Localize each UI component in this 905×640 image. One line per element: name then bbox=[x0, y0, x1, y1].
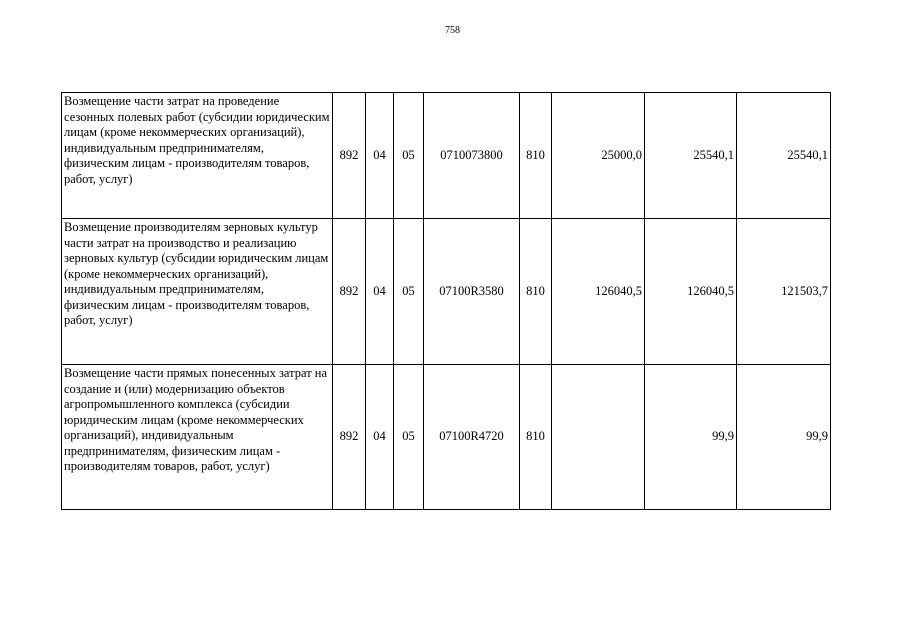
subsection-code: 05 bbox=[394, 219, 424, 365]
amount-cell-1: 25000,0 bbox=[552, 93, 645, 219]
target-article-code: 07100R3580 bbox=[424, 219, 520, 365]
page-number: 758 bbox=[445, 25, 460, 36]
amount-cell-2: 99,9 bbox=[645, 365, 737, 510]
budget-table bbox=[61, 92, 831, 510]
amount-cell-1: 126040,5 bbox=[552, 219, 645, 365]
amount-cell-1 bbox=[552, 365, 645, 510]
table-row bbox=[62, 93, 831, 219]
table-row bbox=[62, 219, 831, 365]
target-article-code: 07100R4720 bbox=[424, 365, 520, 510]
expense-description: Возмещение части прямых понесенных затрат на создание и (или) модернизацию объектов агропромышленного комплекса (субсидии юридическим лицам (кроме некоммерческих организаций), индивидуальным предпринимателям, физическим лицам - производителям товаров, работ, услуг) bbox=[62, 365, 333, 510]
subsection-code: 05 bbox=[394, 93, 424, 219]
amount-cell-3: 99,9 bbox=[737, 365, 831, 510]
table-row bbox=[62, 365, 831, 510]
target-article-code: 0710073800 bbox=[424, 93, 520, 219]
amount-cell-2: 126040,5 bbox=[645, 219, 737, 365]
expense-description: Возмещение производителям зерновых культур части затрат на производство и реализацию зерновых культур (субсидии юридическим лицам (кроме некоммерческих организаций), индивидуальным предпринимателям, физическим лицам - производителям товаров, работ, услуг) bbox=[62, 219, 333, 365]
ministry-code: 892 bbox=[333, 219, 366, 365]
expense-type-code: 810 bbox=[520, 93, 552, 219]
section-code: 04 bbox=[366, 93, 394, 219]
section-code: 04 bbox=[366, 219, 394, 365]
amount-cell-2: 25540,1 bbox=[645, 93, 737, 219]
subsection-code: 05 bbox=[394, 365, 424, 510]
expense-description: Возмещение части затрат на проведение сезонных полевых работ (субсидии юридическим лицам (кроме некоммерческих организаций), индивидуальным предпринимателям, физическим лицам - производителям товаров, работ, услуг) bbox=[62, 93, 333, 219]
ministry-code: 892 bbox=[333, 365, 366, 510]
expense-type-code: 810 bbox=[520, 219, 552, 365]
ministry-code: 892 bbox=[333, 93, 366, 219]
section-code: 04 bbox=[366, 365, 394, 510]
amount-cell-3: 25540,1 bbox=[737, 93, 831, 219]
expense-type-code: 810 bbox=[520, 365, 552, 510]
amount-cell-3: 121503,7 bbox=[737, 219, 831, 365]
